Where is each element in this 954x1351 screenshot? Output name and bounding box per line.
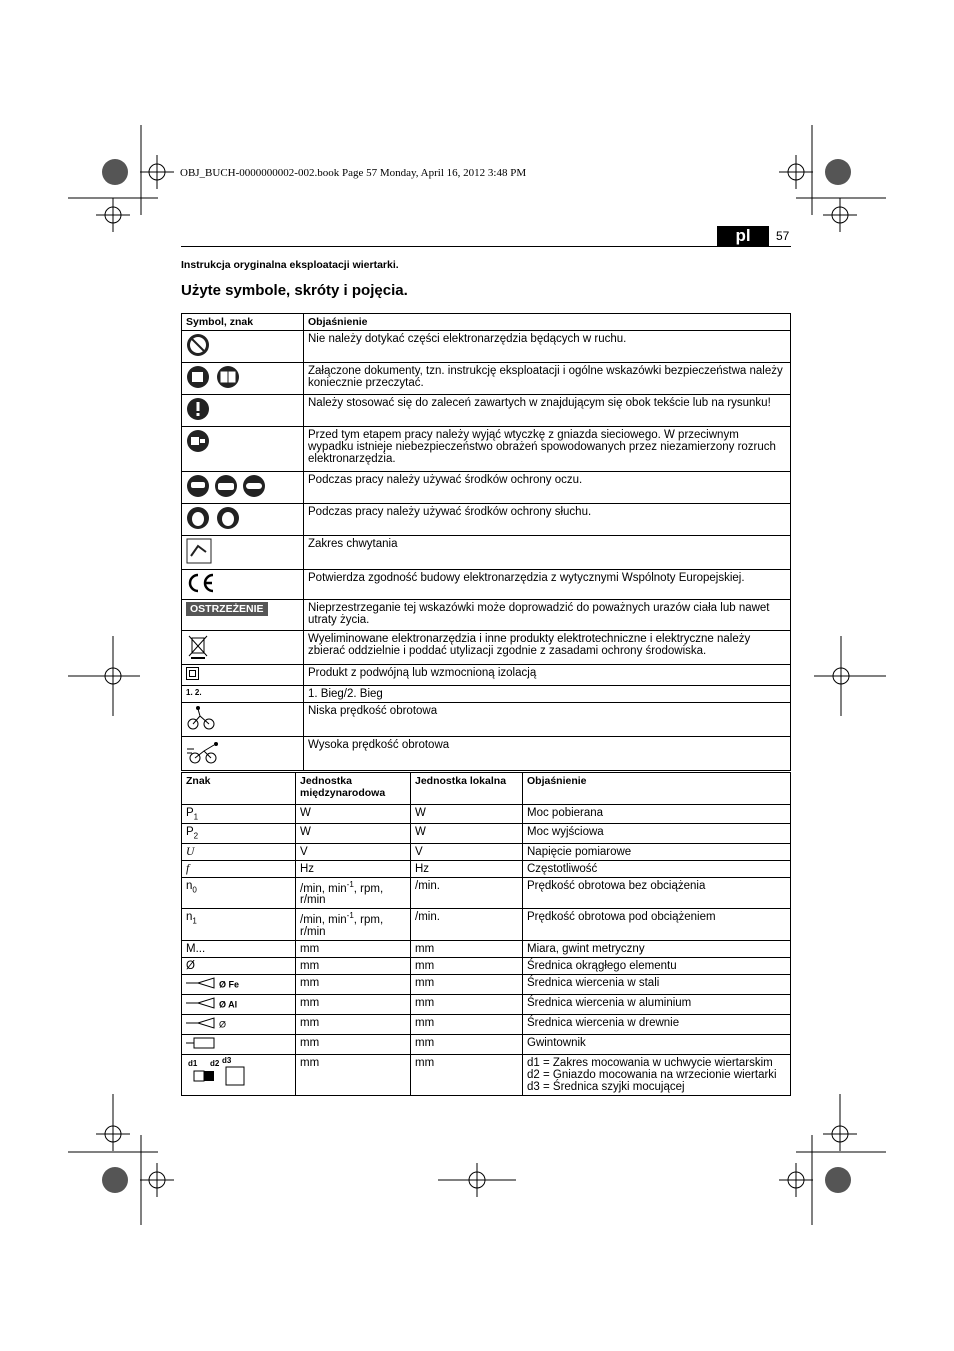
- table-row: [182, 843, 791, 860]
- document-subtitle: Instrukcja oryginalna eksploatacji wiertarki.: [181, 259, 399, 271]
- table-row: [182, 1055, 791, 1096]
- intl-unit-cell: mm: [296, 995, 411, 1015]
- intl-unit-cell: mm: [296, 975, 411, 995]
- intl-unit-cell: mm: [296, 958, 411, 975]
- symbol-cell: [182, 427, 304, 472]
- intl-unit-cell: mm: [296, 1055, 411, 1096]
- table-header: Objaśnienie: [523, 773, 791, 805]
- symbol-cell: [182, 331, 304, 363]
- sign-cell: [182, 1035, 296, 1055]
- table-row: [182, 877, 791, 909]
- intl-unit-cell: W: [296, 824, 411, 843]
- explanation-cell: Zakres chwytania: [304, 536, 791, 570]
- desc-line: d3 = Średnica szyjki mocującej: [527, 1081, 685, 1094]
- local-unit-cell: W: [411, 805, 523, 824]
- double-insulation-icon: [186, 667, 199, 683]
- intl-unit-cell: /min, $\min^{-1}$, rpm, r/min: [296, 909, 411, 941]
- explanation-cell: Niska prędkość obrotowa: [304, 703, 791, 737]
- table-header: Symbol, znak: [182, 314, 304, 331]
- eye-protection-icon: [186, 474, 266, 501]
- desc-cell: Średnica wiercenia w drewnie: [523, 1015, 791, 1035]
- local-unit-cell: Hz: [411, 860, 523, 877]
- table-header: Znak: [182, 773, 296, 805]
- intl-unit-cell: V: [296, 843, 411, 860]
- sign-cell: $n_0$: [182, 877, 296, 909]
- local-unit-cell: mm: [411, 975, 523, 995]
- explanation-cell: Podczas pracy należy używać środków ochrony oczu.: [304, 472, 791, 504]
- local-unit-cell: V: [411, 843, 523, 860]
- table-row: [182, 824, 791, 843]
- intl-unit-cell: /min, $\min^{-1}$, rpm, r/min: [296, 877, 411, 909]
- desc-cell: Miara, gwint metryczny: [523, 941, 791, 958]
- page-number: 57: [776, 229, 790, 243]
- desc-cell: [523, 1055, 791, 1096]
- table-row: [182, 860, 791, 877]
- sign-cell: Ø Al: [182, 995, 296, 1015]
- explanation-cell: Produkt z podwójną lub wzmocnioną izolacją: [304, 665, 791, 686]
- svg-text:d1: d1: [188, 1059, 198, 1069]
- local-unit-cell: W: [411, 824, 523, 843]
- symbol-cell: [182, 363, 304, 395]
- explanation-cell: Należy stosować się do zaleceń zawartych w znajdującym się obok tekście lub na rysunku!: [304, 395, 791, 427]
- explanation-cell: Potwierdza zgodność budowy elektronarzędzia z wytycznymi Wspólnoty Europejskiej.: [304, 570, 791, 600]
- desc-line: d1 = Zakres mocowania w uchwycie wiertarskim: [527, 1057, 773, 1070]
- symbol-cell: [182, 395, 304, 427]
- weee-bin-icon: [186, 633, 210, 662]
- intl-unit-cell: Hz: [296, 860, 411, 877]
- drill-bit-icon: [186, 1017, 216, 1032]
- explanation-cell: Przed tym etapem pracy należy wyjąć wtyczkę z gniazda sieciowego. W przeciwnym wypadku istnieje niebezpieczeństwo obrażeń spowodowanych przez niezamierzony rozruch elektronarzędzia.: [304, 427, 791, 472]
- local-unit-cell: mm: [411, 1055, 523, 1096]
- desc-cell: Napięcie pomiarowe: [523, 843, 791, 860]
- table-row: [182, 1035, 791, 1055]
- drill-bit-icon: [186, 997, 216, 1012]
- table-row: [182, 805, 791, 824]
- svg-text:d2: d2: [210, 1059, 220, 1069]
- local-unit-cell: /min.: [411, 877, 523, 909]
- exclamation-icon: [186, 397, 210, 424]
- desc-cell: Średnica wiercenia w aluminium: [523, 995, 791, 1015]
- local-unit-cell: mm: [411, 1015, 523, 1035]
- unplug-icon: [186, 429, 210, 456]
- symbol-cell: [182, 570, 304, 600]
- symbol-cell: 1. 2.: [182, 686, 304, 703]
- desc-cell: Średnica okrągłego elementu: [523, 958, 791, 975]
- drill-bit-icon: [186, 977, 216, 992]
- explanation-cell: Nie należy dotykać części elektronarzędzia będących w ruchu.: [304, 331, 791, 363]
- sign-cell: M...: [182, 941, 296, 958]
- sign-cell: Ø: [182, 958, 296, 975]
- desc-cell: Częstotliwość: [523, 860, 791, 877]
- read-manual-icon: [186, 365, 240, 392]
- grip-area-icon: [186, 538, 212, 567]
- table-row: [182, 975, 791, 995]
- units-table: [181, 772, 791, 1096]
- header-rule: [181, 246, 791, 247]
- explanation-cell: Podczas pracy należy używać środków ochrony słuchu.: [304, 504, 791, 536]
- chuck-diagram-icon: [186, 1057, 246, 1090]
- explanation-cell: Załączone dokumenty, tzn. instrukcję eksploatacji i ogólne wskazówki bezpieczeństwa należy koniecznie przeczytać.: [304, 363, 791, 395]
- symbols-table: [181, 313, 791, 771]
- intl-unit-cell: W: [296, 805, 411, 824]
- symbol-cell: [182, 536, 304, 570]
- desc-line: d2 = Gniazdo mocowania na wrzecionie wiertarki: [527, 1069, 777, 1082]
- symbol-cell: [182, 504, 304, 536]
- symbol-cell: [182, 600, 304, 631]
- explanation-cell: Wysoka prędkość obrotowa: [304, 737, 791, 771]
- table-row: [182, 909, 791, 941]
- intl-unit-cell: mm: [296, 1015, 411, 1035]
- symbol-cell: [182, 472, 304, 504]
- desc-cell: Moc wyjściowa: [523, 824, 791, 843]
- local-unit-cell: mm: [411, 1035, 523, 1055]
- ce-mark-icon: [186, 572, 216, 597]
- sign-cell: Ø Fe: [182, 975, 296, 995]
- sign-cell: $P_1$: [182, 805, 296, 824]
- svg-text:d3: d3: [222, 1057, 232, 1066]
- desc-cell: Średnica wiercenia w stali: [523, 975, 791, 995]
- table-header: Jednostka lokalna: [411, 773, 523, 805]
- desc-cell: Moc pobierana: [523, 805, 791, 824]
- sign-cell: U: [182, 843, 296, 860]
- sign-cell: [182, 1055, 296, 1096]
- ear-protection-icon: [186, 506, 240, 533]
- explanation-cell: Nieprzestrzeganie tej wskazówki może doprowadzić do poważnych urazów ciała lub nawet utraty życia.: [304, 600, 791, 631]
- sign-cell: $P_2$: [182, 824, 296, 843]
- section-title: Użyte symbole, skróty i pojęcia.: [181, 282, 408, 299]
- tap-icon: [186, 1037, 216, 1052]
- local-unit-cell: mm: [411, 995, 523, 1015]
- explanation-cell: Wyeliminowane elektronarzędzia i inne produkty elektrotechniczne i elektryczne należy zbierać oddzielnie i poddać utylizacji zgodnie z zasadami ochrony środowiska.: [304, 631, 791, 665]
- local-unit-cell: /min.: [411, 909, 523, 941]
- table-header: Jednostka międzynarodowa: [296, 773, 411, 805]
- desc-cell: Gwintownik: [523, 1035, 791, 1055]
- desc-cell: Prędkość obrotowa bez obciążenia: [523, 877, 791, 909]
- warning-label: OSTRZEŻENIE: [186, 602, 268, 616]
- sign-cell: f: [182, 860, 296, 877]
- intl-unit-cell: mm: [296, 1035, 411, 1055]
- symbol-cell: [182, 737, 304, 771]
- language-badge: pl: [717, 226, 769, 246]
- slow-bike-icon: [186, 705, 216, 734]
- table-row: [182, 995, 791, 1015]
- symbol-cell: [182, 665, 304, 686]
- table-row: [182, 1015, 791, 1035]
- book-info: OBJ_BUCH-0000000002-002.book Page 57 Monday, April 16, 2012 3:48 PM: [180, 167, 527, 179]
- symbol-cell: [182, 703, 304, 737]
- sign-cell: $n_1$: [182, 909, 296, 941]
- table-header: Objaśnienie: [304, 314, 791, 331]
- intl-unit-cell: mm: [296, 941, 411, 958]
- table-row: [182, 941, 791, 958]
- desc-cell: Prędkość obrotowa pod obciążeniem: [523, 909, 791, 941]
- sign-cell: Ø: [182, 1015, 296, 1035]
- fast-bike-icon: [186, 739, 220, 768]
- symbol-cell: [182, 631, 304, 665]
- table-row: [182, 958, 791, 975]
- local-unit-cell: mm: [411, 941, 523, 958]
- local-unit-cell: mm: [411, 958, 523, 975]
- explanation-cell: 1. Bieg/2. Bieg: [304, 686, 791, 703]
- no-touch-icon: [186, 333, 210, 360]
